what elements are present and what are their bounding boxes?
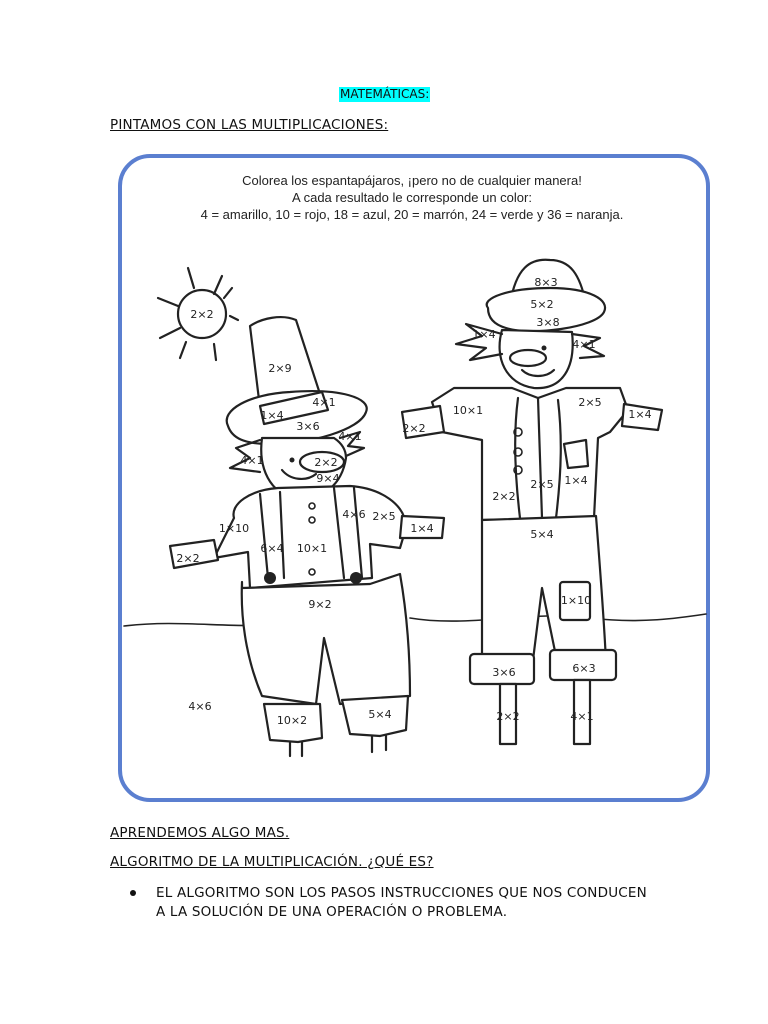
- left-shirt-center-label: 10×1: [296, 542, 328, 555]
- right-nose: [510, 350, 546, 366]
- right-pants-label: 5×4: [530, 528, 554, 541]
- left-boot-right-label: 5×4: [368, 708, 392, 721]
- right-pole-left-label: 2×2: [496, 710, 520, 723]
- right-hat-mid-label: 5×2: [530, 298, 554, 311]
- list-item: [130, 884, 650, 922]
- right-hair-left-label: 1×4: [472, 328, 496, 341]
- bullet-list: [130, 884, 650, 922]
- right-hair-right-label: 4×1: [572, 338, 596, 351]
- right-pole-right-label: 4×1: [570, 710, 594, 723]
- left-shirt-right-label: 2×5: [372, 510, 396, 523]
- left-strap-right-label: 4×6: [342, 508, 366, 521]
- left-boot-left-label: 10×2: [276, 714, 308, 727]
- left-mouth-label: 9×4: [316, 472, 340, 485]
- left-nose-label: 2×2: [314, 456, 338, 469]
- bullet-text: EL ALGORITMO SON LOS PASOS INSTRUCCIONES QUE NOS CONDUCEN A LA SOLUCIÓN DE UNA OPERACIÓN O PROBLEMA.: [156, 885, 647, 920]
- left-sleeve-left-label: 1×10: [218, 522, 250, 535]
- ground-label: 4×6: [188, 700, 212, 713]
- right-sleeve-left-label: 10×1: [452, 404, 484, 417]
- right-vest-center-label: 2×5: [530, 478, 554, 491]
- right-vest-right-label: 1×4: [564, 474, 588, 487]
- scarecrow-worksheet-image: [110, 148, 715, 810]
- instruction-line-2: A cada resultado le corresponde un color:: [292, 190, 532, 205]
- left-hat-band-label-b: 4×1: [312, 396, 336, 409]
- right-hat-brim-label: 3×8: [536, 316, 560, 329]
- right-cuff-left-label: 3×6: [492, 666, 516, 679]
- left-hair-right-label: 4×1: [338, 430, 362, 443]
- instruction-line-1: Colorea los espantapájaros, ¡pero no de cualquier manera!: [242, 173, 582, 188]
- instruction-line-3: 4 = amarillo, 10 = rojo, 18 = azul, 20 = marrón, 24 = verde y 36 = naranja.: [200, 207, 624, 222]
- sun-label: 2×2: [190, 308, 214, 321]
- left-hand-right-label: 1×4: [410, 522, 434, 535]
- page-title: MATEMÁTICAS:: [340, 87, 430, 101]
- section-heading-learn: APRENDEMOS ALGO MAS.: [110, 825, 290, 841]
- left-hat-brim-label: 3×6: [296, 420, 320, 433]
- left-hair-left-label: 4×1: [240, 454, 264, 467]
- section-heading-algorithm: ALGORITMO DE LA MULTIPLICACIÓN. ¿QUÉ ES?: [110, 854, 434, 870]
- right-hand-right-label: 1×4: [628, 408, 652, 421]
- right-eye: [542, 346, 547, 351]
- right-cuff-right-label: 6×3: [572, 662, 596, 675]
- right-vest-left-label: 2×2: [492, 490, 516, 503]
- left-hat-top-label: 2×9: [268, 362, 292, 375]
- right-hand-left-label: 2×2: [402, 422, 426, 435]
- left-hand-left-label: 2×2: [176, 552, 200, 565]
- activity-title: PINTAMOS CON LAS MULTIPLICACIONES:: [110, 117, 389, 133]
- worksheet-drawing: [110, 148, 715, 810]
- bullet-icon: [130, 890, 136, 896]
- left-pants-label: 9×2: [308, 598, 332, 611]
- left-eye: [290, 458, 295, 463]
- right-patch-label: 1×10: [560, 594, 592, 607]
- right-sleeve-right-label: 2×5: [578, 396, 602, 409]
- left-strap-left-label: 6×4: [260, 542, 284, 555]
- right-hat-top-label: 8×3: [534, 276, 558, 289]
- left-hat-band-label-a: 1×4: [260, 409, 284, 422]
